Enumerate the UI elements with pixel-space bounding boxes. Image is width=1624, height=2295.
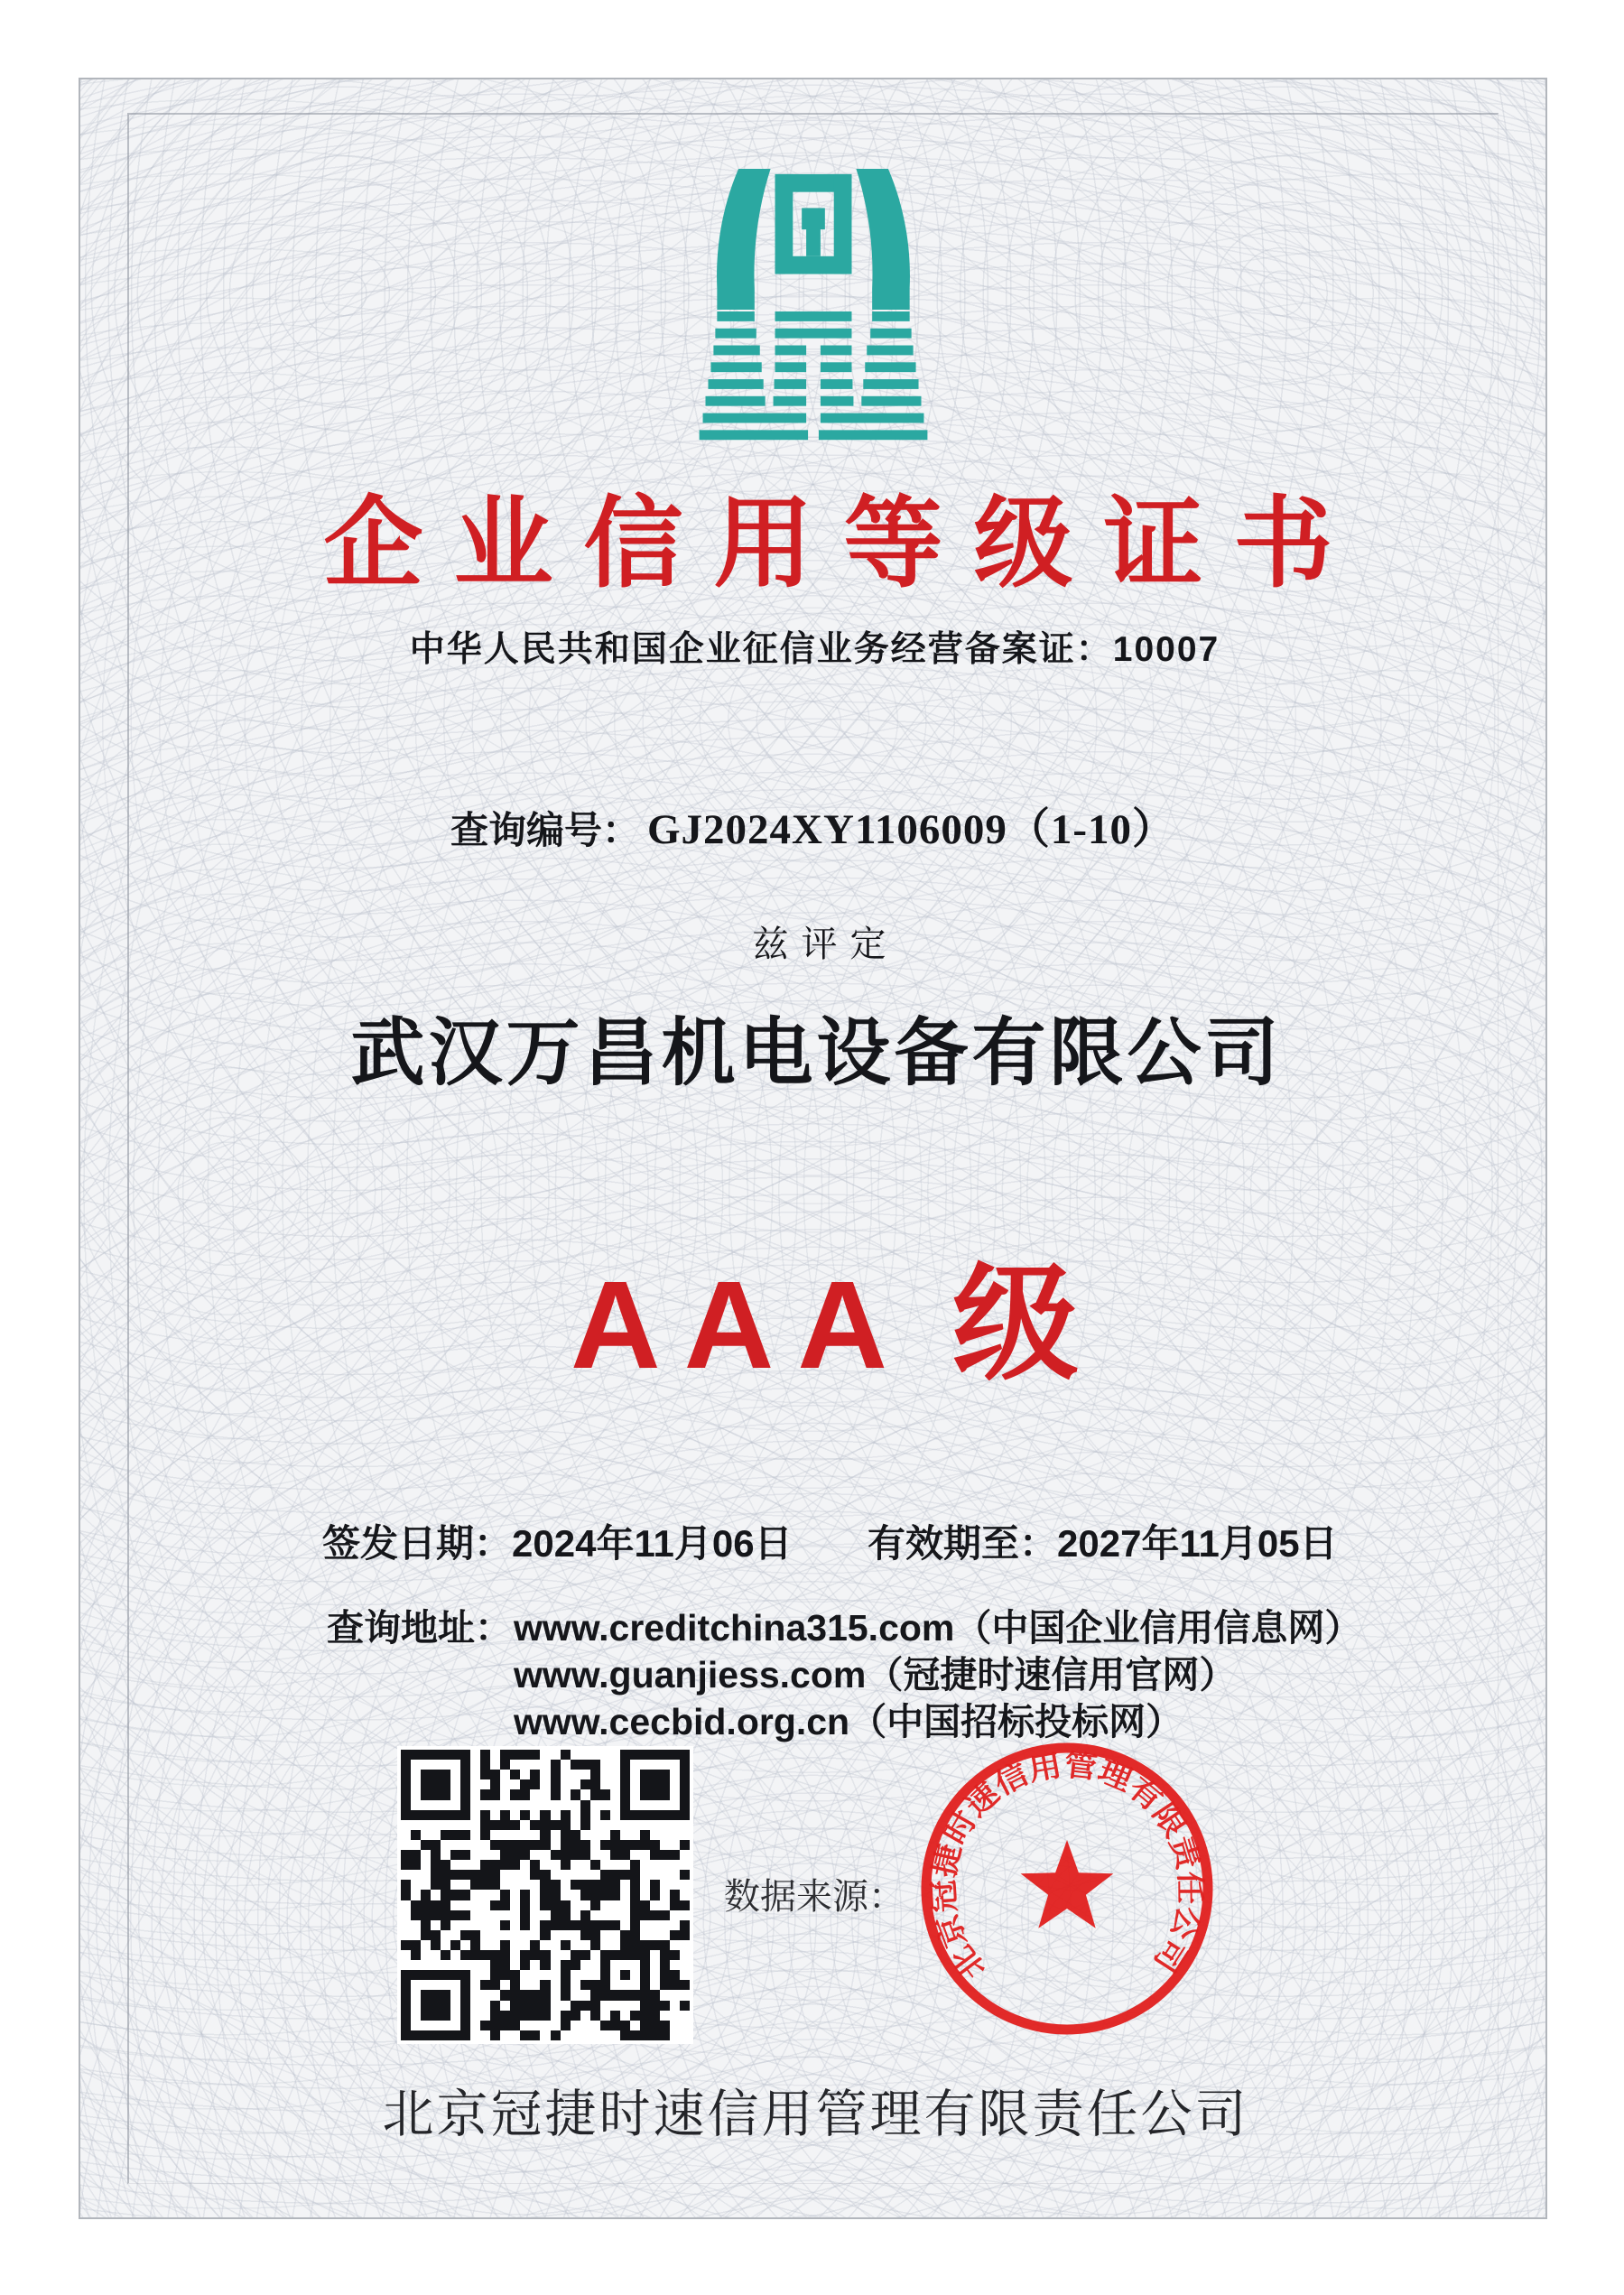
query-number bbox=[80, 805, 1545, 854]
seal-text: 北京冠捷时速信用管理有限责任公司 bbox=[928, 1749, 1206, 1985]
rating-value: AAA bbox=[571, 1256, 911, 1395]
certificate-sheet bbox=[79, 78, 1547, 2219]
company-name: 武汉万昌机电设备有限公司 bbox=[350, 1012, 1283, 1094]
valid-until-value: 2027年11月05日 bbox=[1057, 1522, 1338, 1565]
rating bbox=[80, 1253, 1545, 1398]
query-number-value: GJ2024XY1106009（1-10） bbox=[647, 806, 1175, 853]
valid-until bbox=[868, 1514, 1338, 1568]
query-number-label: 查询编号： bbox=[450, 809, 640, 851]
seal-star-icon bbox=[1021, 1840, 1114, 1928]
issuer-name: 北京冠捷时速信用管理有限责任公司 bbox=[382, 2086, 1249, 2143]
red-star-company-seal bbox=[914, 1735, 1220, 2042]
rating-suffix: 级 bbox=[951, 1256, 1079, 1396]
valid-until-label: 有效期至： bbox=[868, 1522, 1058, 1565]
data-source-label: 数据来源： bbox=[724, 1876, 905, 1917]
query-address-label: 查询地址： bbox=[327, 1607, 512, 1649]
query-address-2: www.guanjiess.com（冠捷时速信用官网） bbox=[514, 1654, 1237, 1696]
certificate-subtitle: 中华人民共和国企业征信业务经营备案证：10007 bbox=[409, 630, 1220, 669]
qr-code bbox=[397, 1746, 693, 2044]
certificate-title: 企业信用等级证书 bbox=[323, 488, 1364, 599]
query-address-3: www.cecbid.org.cn（中国招标投标网） bbox=[514, 1701, 1183, 1742]
gj-credit-logo-icon bbox=[694, 169, 933, 454]
query-address-1: www.creditchina315.com（中国企业信用信息网） bbox=[514, 1607, 1362, 1649]
assess-label: 兹评定 bbox=[752, 925, 899, 964]
issue-date bbox=[322, 1514, 793, 1568]
issue-date-value: 2024年11月06日 bbox=[512, 1522, 793, 1565]
issue-date-label: 签发日期： bbox=[322, 1522, 513, 1565]
query-addresses bbox=[327, 1604, 1361, 1745]
